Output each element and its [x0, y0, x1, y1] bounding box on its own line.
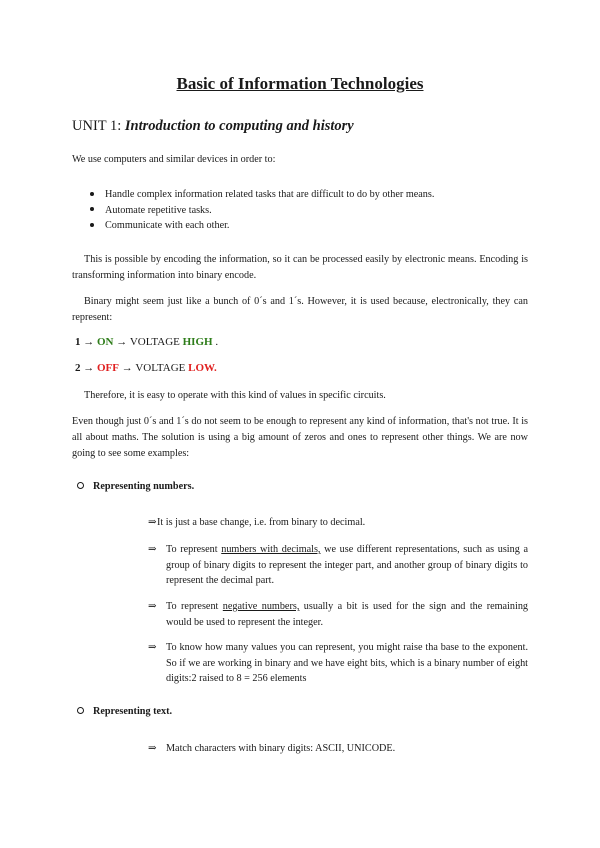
- double-arrow-icon: ⇒: [148, 743, 157, 754]
- encoding-paragraph: This is possible by encoding the information, so it can be processed easily by electronic means. Encoding is transforming information into binary encode.: [72, 254, 528, 281]
- circle-bullet-icon: [77, 482, 84, 489]
- double-arrow-icon: ⇒: [148, 517, 157, 528]
- list-item: ⇒ To know how many values you can represent, you might raise tha base to the exponent. So if we are working in binary and we have eight bits, which is a binary number of eight digits:2 raised to 8 = 256 elements: [148, 642, 528, 685]
- double-arrow-icon: ⇒: [148, 601, 157, 612]
- rule-off: 2 → OFF → VOLTAGE LOW.: [75, 362, 217, 374]
- unit-heading: [72, 118, 354, 135]
- double-arrow-icon: ⇒: [148, 642, 157, 653]
- intro-text: We use computers and similar devices in order to:: [72, 154, 276, 165]
- list-item: Handle complex information related tasks that are difficult to do by other means.: [90, 187, 434, 203]
- list-item: Automate repetitive tasks.: [90, 203, 434, 219]
- binary-paragraph: Binary might seem just like a bunch of 0´s and 1´s. However, it is used because, electronically, they can represent:: [72, 296, 528, 323]
- unit-label: UNIT 1: [72, 118, 118, 134]
- double-arrow-icon: ⇒: [148, 544, 157, 555]
- document-title: Basic of Information Technologies: [176, 74, 424, 93]
- bullet-icon: [90, 223, 94, 227]
- bullet-icon: [90, 207, 94, 211]
- section-heading-numbers: Representing numbers.: [77, 481, 194, 492]
- maths-paragraph: Even though just 0´s and 1´s do not seem to be enough to represent any kind of information, that's not true. It is all about maths. The solution is using a big amount of zeros and ones to represent other things. We are now going to see some examples:: [72, 416, 528, 459]
- list-item: Communicate with each other.: [90, 218, 434, 234]
- therefore-paragraph: Therefore, it is easy to operate with this kind of values in specific circuits.: [84, 390, 386, 401]
- purpose-list: [90, 187, 434, 234]
- circle-bullet-icon: [77, 707, 84, 714]
- rule-on: 1 → ON → VOLTAGE HIGH .: [75, 336, 219, 348]
- bullet-icon: [90, 192, 94, 196]
- list-item: ⇒ Match characters with binary digits: ASCII, UNICODE.: [148, 741, 528, 757]
- unit-separator: :: [117, 118, 122, 134]
- list-item: ⇒ To represent numbers with decimals, we use different representations, such as using a group of binary digits to represent the integer part, and another group of binary digits to represent the decimal part.: [148, 544, 528, 587]
- list-item: ⇒ To represent negative numbers, usually a bit is used for the sign and the remaining would be used to represent the integer.: [148, 601, 529, 628]
- section-heading-text: Representing text.: [77, 706, 172, 717]
- unit-title: Introduction to computing and history: [124, 118, 354, 134]
- list-item: ⇒ It is just a base change, i.e. from binary to decimal.: [148, 515, 528, 531]
